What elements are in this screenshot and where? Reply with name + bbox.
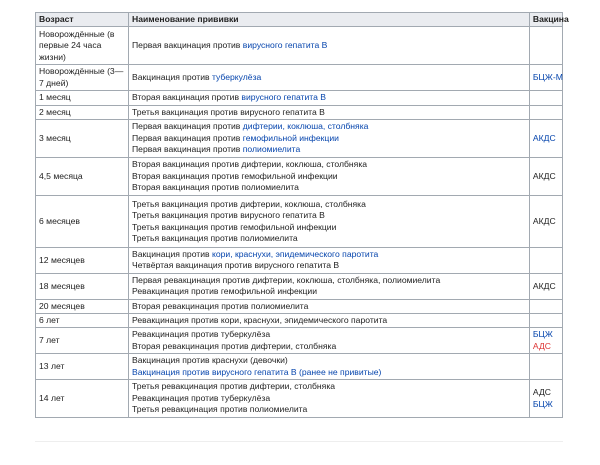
vaccination-link[interactable]: вирусного гепатита В — [241, 92, 327, 103]
vaccine-cell — [529, 120, 562, 158]
vaccination-cell — [129, 314, 530, 328]
header-name: Наименование прививки — [129, 13, 530, 27]
vaccination-line — [132, 260, 526, 271]
vaccination-line — [132, 133, 526, 144]
vaccine-cell — [529, 380, 562, 418]
table-row — [36, 196, 563, 248]
vaccine-cell — [529, 328, 562, 354]
vaccine-name[interactable]: БЦЖ — [532, 329, 553, 340]
table-body — [36, 27, 563, 418]
table-row — [36, 105, 563, 119]
vaccination-cell — [129, 27, 530, 65]
vaccination-text: Вторая вакцинация против полиомиелита — [132, 182, 299, 193]
vaccination-cell — [129, 273, 530, 299]
vaccination-line — [132, 199, 526, 210]
vaccine-cell — [529, 299, 562, 313]
table-row — [36, 328, 563, 354]
vaccination-text: Первая ревакцинация против дифтерии, коклюша, столбняка, полиомиелита — [132, 274, 441, 285]
vaccination-link[interactable]: Вакцинация против вирусного гепатита В (ранее не привитые) — [132, 366, 382, 377]
vaccination-line — [132, 159, 526, 170]
vaccination-text: Ревакцинация против гемофильной инфекции — [132, 286, 318, 297]
vaccination-cell — [129, 299, 530, 313]
vaccination-text: Третья ревакцинация против дифтерии, столбняка — [132, 381, 336, 392]
table-row — [36, 120, 563, 158]
age-cell: 1 месяц — [36, 91, 129, 105]
vaccination-line — [132, 329, 526, 340]
vaccination-line — [132, 286, 526, 297]
vaccination-text: Первая вакцинация против — [132, 121, 243, 132]
vaccination-text: Первая вакцинация против — [132, 144, 243, 155]
vaccine-cell — [529, 65, 562, 91]
vaccine-cell — [529, 248, 562, 274]
vaccination-text: Четвёртая вакцинация против вирусного гепатита В — [132, 260, 340, 271]
age-cell: 6 месяцев — [36, 196, 129, 248]
vaccine-name[interactable]: БЦЖ-М — [532, 72, 563, 83]
vaccination-cell — [129, 196, 530, 248]
vaccination-line — [132, 171, 526, 182]
vaccination-text: Первая вакцинация против — [132, 132, 243, 143]
vaccine-cell — [529, 105, 562, 119]
vaccine-name: АКДС — [532, 170, 556, 181]
vaccination-cell — [129, 354, 530, 380]
vaccination-line — [132, 222, 526, 233]
vaccination-text: Третья вакцинация против вирусного гепатита В — [132, 210, 325, 221]
vaccination-cell — [129, 380, 530, 418]
vaccination-line — [132, 182, 526, 193]
vaccination-schedule — [35, 12, 569, 418]
vaccine-name[interactable]: БЦЖ — [532, 398, 553, 409]
age-cell: 4,5 месяца — [36, 158, 129, 196]
age-cell: 3 месяц — [36, 120, 129, 158]
vaccination-text: Первая вакцинация против — [132, 40, 243, 51]
vaccine-cell — [529, 196, 562, 248]
vaccine-cell — [529, 158, 562, 196]
vaccination-text: Третья вакцинация против полиомиелита — [132, 232, 298, 243]
vaccine-cell — [529, 314, 562, 328]
vaccination-line — [132, 107, 526, 118]
vaccine-name[interactable]: АДС — [532, 340, 551, 351]
vaccination-text: Ревакцинация против кори, краснухи, эпидемического паротита — [132, 315, 388, 326]
vaccination-line — [132, 404, 526, 415]
vaccine-cell — [529, 91, 562, 105]
vaccination-text: Третья вакцинация против дифтерии, коклюша, столбняка — [132, 198, 366, 209]
age-cell: 12 месяцев — [36, 248, 129, 274]
vaccination-cell — [129, 248, 530, 274]
age-cell: 18 месяцев — [36, 273, 129, 299]
vaccination-cell — [129, 158, 530, 196]
vaccination-cell — [129, 91, 530, 105]
table-row — [36, 91, 563, 105]
vaccination-link[interactable]: полиомиелита — [242, 144, 301, 155]
age-cell: 7 лет — [36, 328, 129, 354]
vaccination-text: Вторая ревакцинация против полиомиелита — [132, 300, 309, 311]
vaccination-link[interactable]: гемофильной инфекции — [242, 132, 339, 143]
vaccination-link[interactable]: туберкулёза — [212, 72, 262, 83]
vaccination-line — [132, 341, 526, 352]
vaccination-link[interactable]: дифтерии, коклюша, столбняка — [242, 121, 369, 132]
vaccination-line — [132, 381, 526, 392]
vaccine-name: АКДС — [532, 280, 556, 291]
vaccination-line — [132, 144, 526, 155]
vaccination-line — [132, 210, 526, 221]
vaccination-line — [132, 233, 526, 244]
table-row — [36, 65, 563, 91]
vaccination-line — [132, 275, 526, 286]
vaccination-text: Вторая вакцинация против — [132, 92, 242, 103]
vaccination-cell — [129, 120, 530, 158]
vaccination-table — [35, 12, 569, 418]
vaccination-text: Третья ревакцинация против полиомиелита — [132, 404, 308, 415]
vaccination-text: Вторая ревакцинация против дифтерии, столбняка — [132, 340, 337, 351]
header-age: Возраст — [36, 13, 129, 27]
vaccine-cell — [529, 273, 562, 299]
table-row — [36, 354, 563, 380]
vaccination-line — [132, 121, 526, 132]
table-row — [36, 299, 563, 313]
vaccination-line — [132, 355, 526, 366]
header-vaccine: Вакцина — [529, 13, 562, 27]
vaccine-name: АДС — [532, 387, 551, 398]
age-cell: 20 месяцев — [36, 299, 129, 313]
age-cell: Новорождённые (в первые 24 часа жизни) — [36, 27, 129, 65]
vaccination-line — [132, 393, 526, 404]
table-row — [36, 27, 563, 65]
vaccine-name[interactable]: АКДС — [532, 132, 556, 143]
age-cell: 6 лет — [36, 314, 129, 328]
vaccination-text: Третья вакцинация против вирусного гепатита В — [132, 106, 325, 117]
table-row — [36, 380, 563, 418]
vaccination-line — [132, 72, 526, 83]
table-row — [36, 248, 563, 274]
vaccination-cell — [129, 65, 530, 91]
bottom-divider — [35, 441, 563, 442]
vaccination-text: Вакцинация против — [132, 249, 212, 260]
age-cell: 14 лет — [36, 380, 129, 418]
vaccination-text: Вакцинация против — [132, 72, 212, 83]
vaccination-text: Вторая вакцинация против гемофильной инфекции — [132, 170, 338, 181]
vaccination-line — [132, 301, 526, 312]
vaccination-line — [132, 40, 526, 51]
vaccine-name: АКДС — [532, 215, 556, 226]
table-row — [36, 158, 563, 196]
vaccination-link[interactable]: кори, краснухи, эпидемического паротита — [212, 249, 379, 260]
table-row — [36, 273, 563, 299]
vaccine-cell — [529, 354, 562, 380]
vaccination-line — [132, 92, 526, 103]
vaccination-text: Третья вакцинация против гемофильной инфекции — [132, 221, 337, 232]
vaccination-text: Вакцинация против краснухи (девочки) — [132, 355, 288, 366]
table-row — [36, 314, 563, 328]
vaccination-cell — [129, 105, 530, 119]
vaccination-cell — [129, 328, 530, 354]
age-cell: 13 лет — [36, 354, 129, 380]
vaccination-text: Ревакцинация против туберкулёза — [132, 392, 271, 403]
vaccination-line — [132, 367, 526, 378]
table-header-row — [36, 13, 563, 27]
vaccination-text: Вторая вакцинация против дифтерии, коклюша, столбняка — [132, 159, 368, 170]
vaccination-line — [132, 315, 526, 326]
vaccination-text: Ревакцинация против туберкулёза — [132, 329, 271, 340]
vaccine-cell — [529, 27, 562, 65]
age-cell: Новорождённые (3—7 дней) — [36, 65, 129, 91]
vaccination-line — [132, 249, 526, 260]
age-cell: 2 месяц — [36, 105, 129, 119]
vaccination-link[interactable]: вирусного гепатита В — [242, 40, 328, 51]
